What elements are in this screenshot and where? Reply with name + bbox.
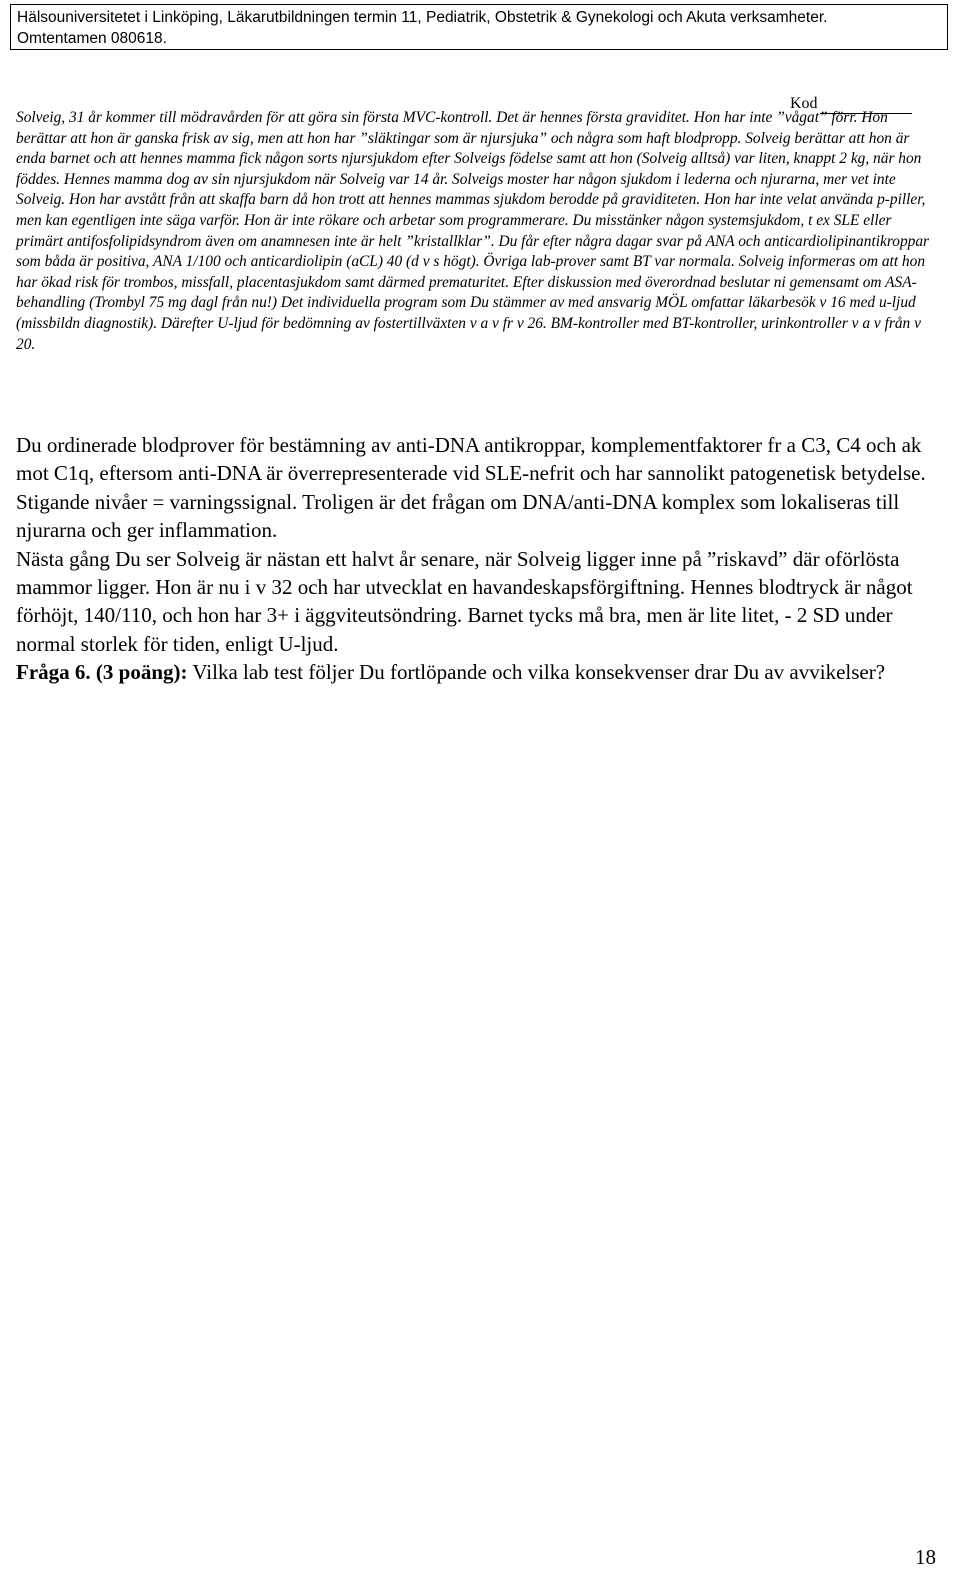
page-number: 18	[915, 1545, 936, 1569]
paragraph-2: Nästa gång Du ser Solveig är nästan ett halvt år senare, när Solveig ligger inne på ”riskavd” där oförlösta mammor ligger. Hon är nu i v 32 och har utvecklat en havandeskapsförgiftning. Hennes blodtryck är något förhöjt, 140/110, och hon har 3+ i äggviteutsöndring. Barnet tycks må bra, men är lite litet, - 2 SD under normal storlek för tiden, enligt U-ljud.	[16, 546, 913, 656]
case-description	[16, 108, 942, 355]
case-text: Solveig, 31 år kommer till mödravården för att göra sin första MVC-kontroll. Det är hennes första graviditet. Hon har inte ”vågat” förr. Hon berättar att hon är ganska frisk av sig, men att hon har ”släktingar som är njursjuka” och några som haft blodpropp. Solveig berättar att hon är enda barnet och att hennes mamma fick någon sorts njursjukdom efter Solveigs födelse samt att hon (Solveig alltså) var liten, knappt 2 kg, när hon föddes. Hennes mamma dog av sin njursjukdom när Solveig var 14 år. Solveigs moster har någon sjukdom i lederna och njurarna, mer vet inte Solveig. Hon har avstått från att skaffa barn då hon trott att hennes mammas sjukdom berodde på graviditeten. Hon har inte velat använda p-piller, men kan egentligen inte säga varför. Hon är inte rökare och arbetar som programmerare. Du misstänker någon systemsjukdom, t ex SLE eller primärt antifosfolipidsyndrom även om anamnesen inte är helt ”kristallklar”. Du får efter några dagar svar på ANA och anticardiolipinantikroppar som båda är positiva, ANA 1/100 och anticardiolipin (aCL) 40 (d v s högt). Övriga lab-prover samt BT var normala. Solveig informeras om att hon har ökad risk för trombos, missfall, placentasjukdom samt därmed prematuritet. Efter diskussion med överordnad beslutar ni gemensamt om ASA-behandling (Trombyl 75 mg dagl från nu!) Det individuella program som Du stämmer av med ansvarig MÖL omfattar läkarbesök v 16 med u-ljud (missbildn diagnostik). Därefter U-ljud för bedömning av fostertillväxten v a v fr v 26. BM-kontroller med BT-kontroller, urinkontroller v a v från v 20.	[16, 109, 930, 353]
header-line-1: Hälsouniversitetet i Linköping, Läkarutbildningen termin 11, Pediatrik, Obstetrik & Gynekologi och Akuta verksamheter.	[17, 9, 828, 26]
document-header	[10, 4, 948, 50]
main-text	[16, 431, 942, 687]
header-line-2: Omtentamen 080618.	[17, 30, 167, 47]
code-label: Kod	[790, 95, 818, 112]
question-text: Vilka lab test följer Du fortlöpande och vilka konsekvenser drar Du av avvikelser?	[187, 660, 886, 685]
question-6	[16, 658, 942, 686]
question-label: Fråga 6. (3 poäng):	[16, 660, 188, 685]
paragraph-1: Du ordinerade blodprover för bestämning av anti-DNA antikroppar, komplementfaktorer fr a C3, C4 och ak mot C1q, eftersom anti-DNA är överrepresenterade vid SLE-nefrit och har sannolikt patogenetisk betydelse. Stigande nivåer = varningssignal. Troligen är det frågan om DNA/anti-DNA komplex som lokaliseras till njurarna och ger inflammation.	[16, 433, 926, 543]
